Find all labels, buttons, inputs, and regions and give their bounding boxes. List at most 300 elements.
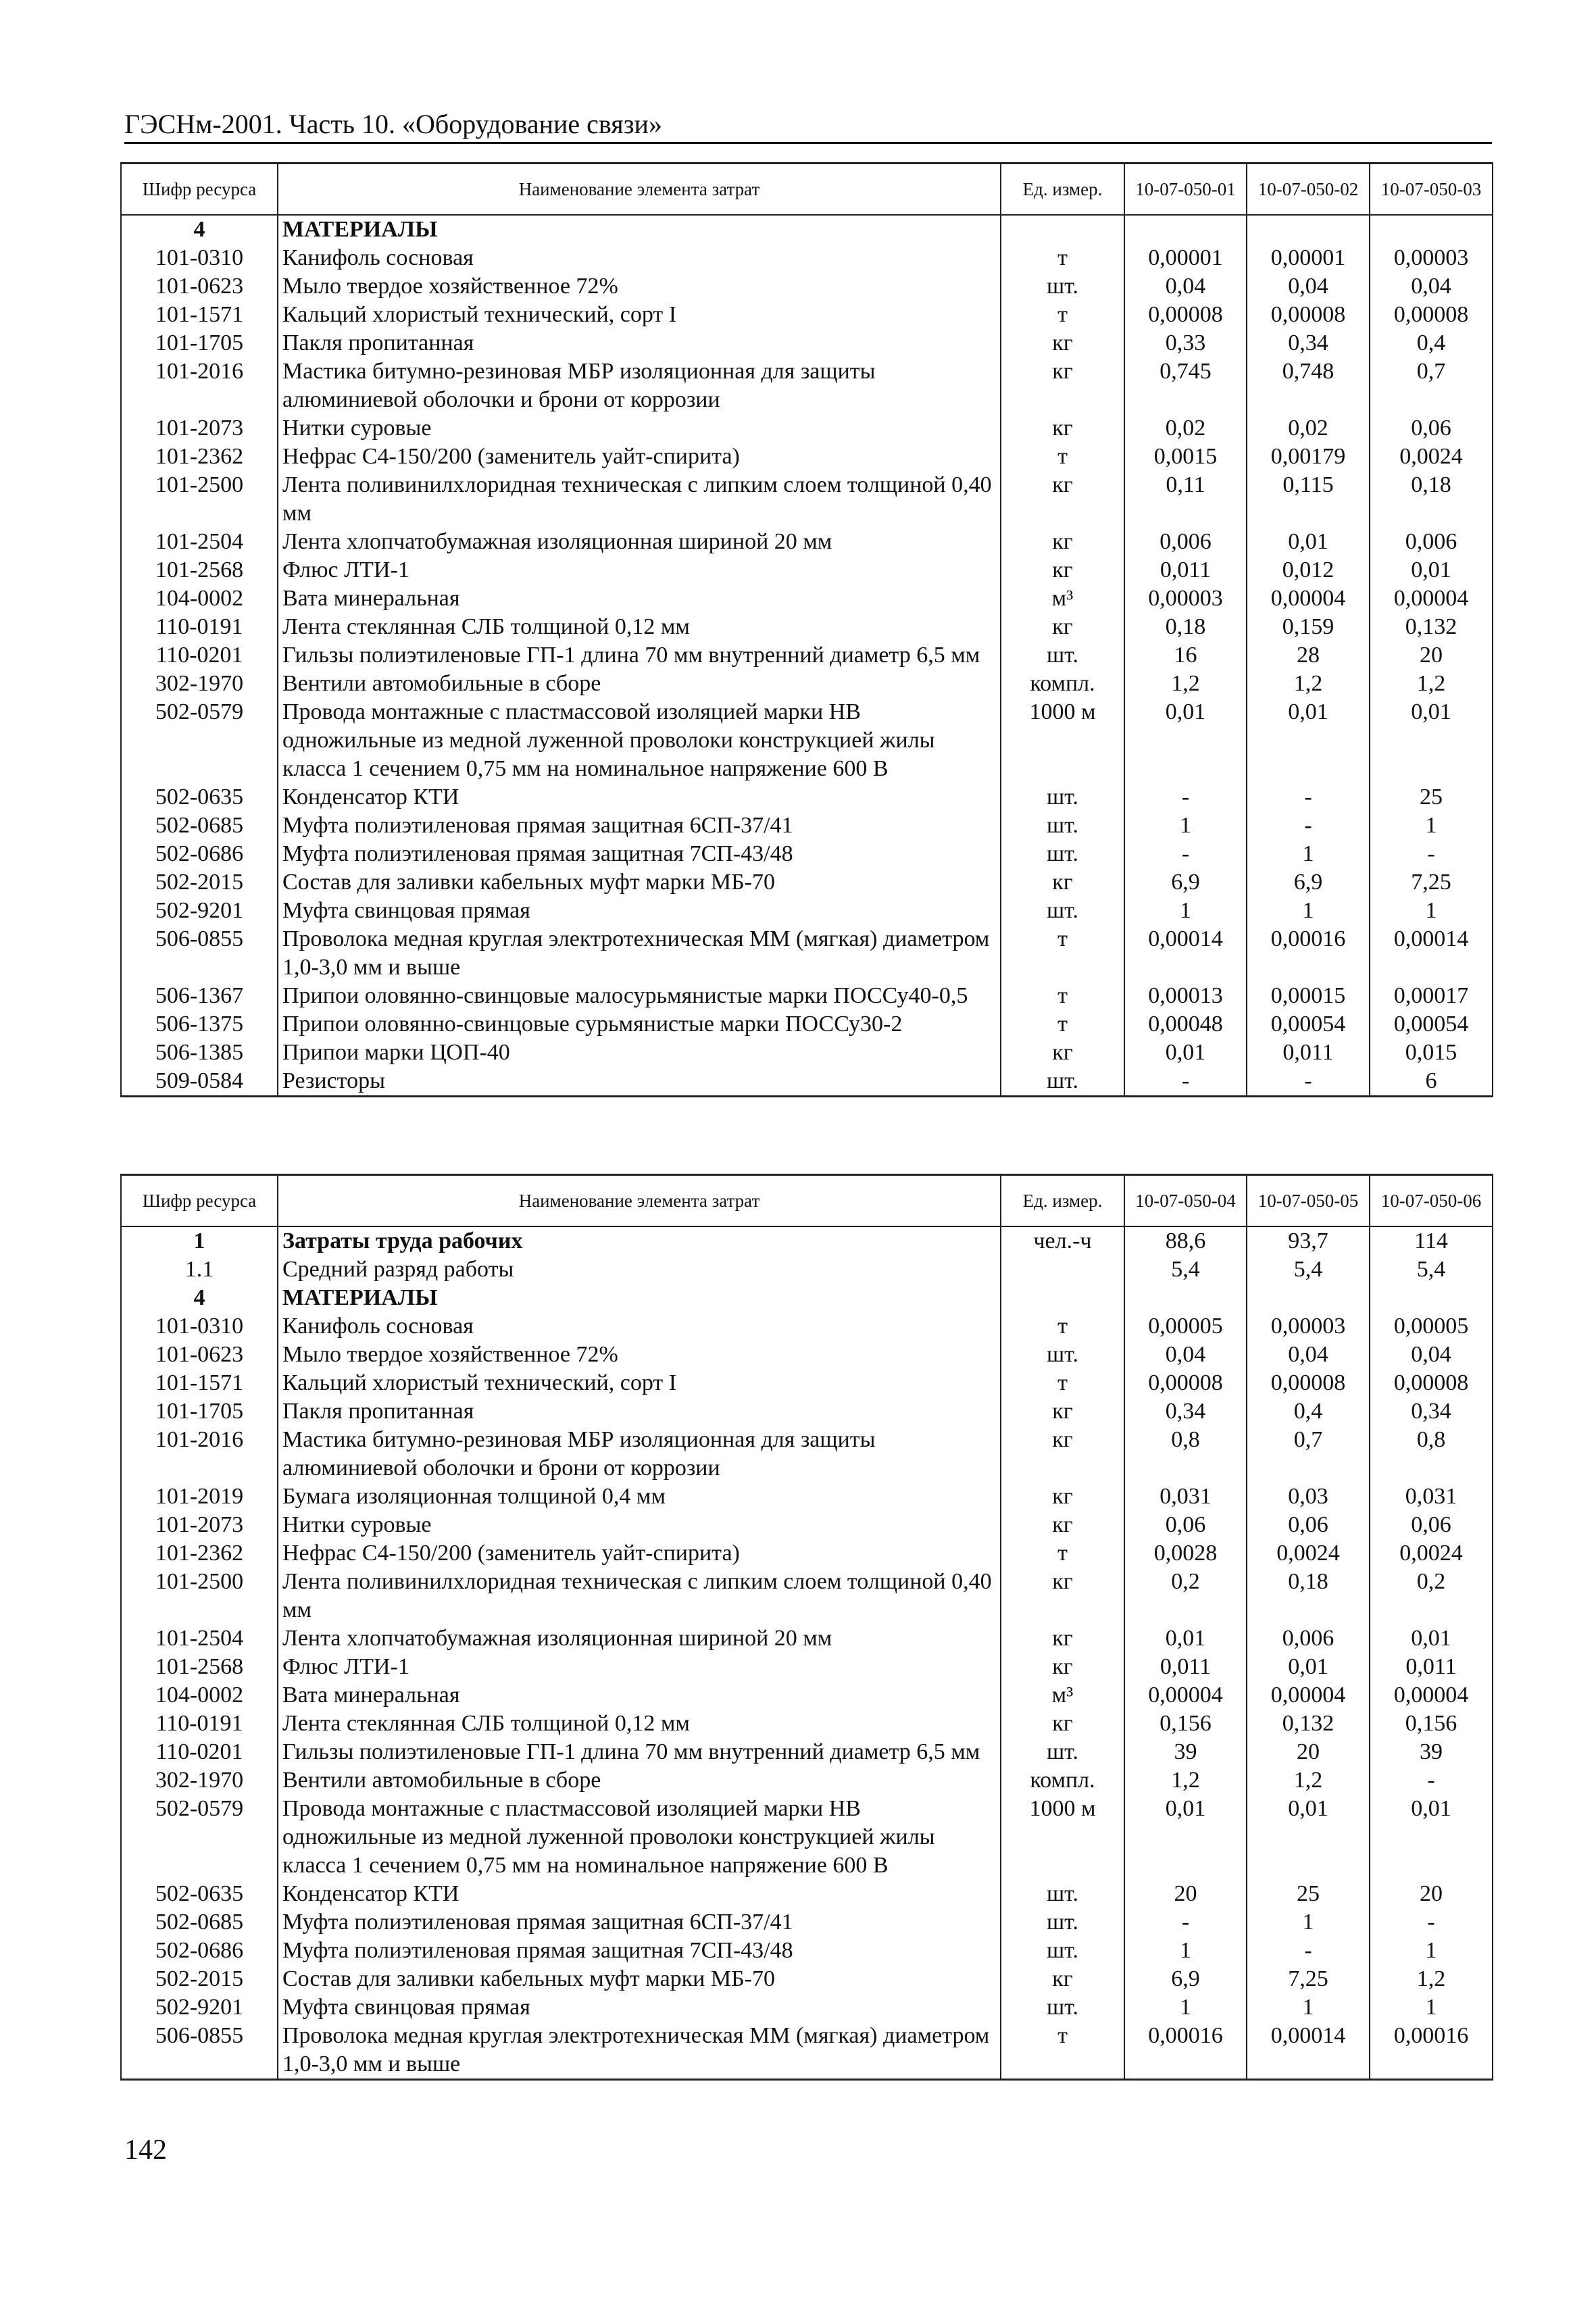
unit-cell: шт. (1001, 1067, 1124, 1097)
value-cell-3: 0,8 (1370, 1426, 1493, 1483)
value-cell-1: 5,4 (1124, 1255, 1247, 1284)
value-cell-3: 0,01 (1370, 556, 1493, 584)
resource-code-cell: 101-2016 (121, 1426, 278, 1483)
table-row (121, 897, 1493, 925)
table-row (121, 2022, 1493, 2080)
value-cell-1: 0,04 (1124, 272, 1247, 301)
unit-cell (1001, 1255, 1124, 1284)
value-cell-1: 1,2 (1124, 1766, 1247, 1795)
table-row (121, 556, 1493, 584)
resource-code-cell: 101-0623 (121, 272, 278, 301)
unit-cell: кг (1001, 868, 1124, 897)
table-row (121, 1426, 1493, 1483)
value-cell-2: 20 (1247, 1738, 1370, 1766)
resource-code-cell: 101-2016 (121, 357, 278, 414)
resource-code-cell: 101-1705 (121, 1397, 278, 1426)
value-cell-1: 0,011 (1124, 556, 1247, 584)
value-cell-1: 0,0015 (1124, 443, 1247, 471)
resource-code-cell: 101-2568 (121, 1653, 278, 1681)
value-cell-3: 0,2 (1370, 1568, 1493, 1624)
value-cell-2: 0,02 (1247, 414, 1370, 443)
resource-name-cell: Провода монтажные с пластмассовой изоляцией марки НВ одножильные из медной луженной проволоки конструкцией жилы класса 1 сечением 0,75 мм на номинальное напряжение 600 В (278, 698, 1001, 783)
unit-cell: т (1001, 1312, 1124, 1341)
resource-code-cell: 104-0002 (121, 1681, 278, 1710)
value-cell-3: 0,00008 (1370, 1369, 1493, 1397)
value-cell-1: 0,00001 (1124, 244, 1247, 272)
value-cell-2: 0,00004 (1247, 584, 1370, 613)
section-row (121, 215, 1493, 244)
resource-code-cell: 502-2015 (121, 868, 278, 897)
table-row (121, 301, 1493, 329)
resource-code-cell: 110-0201 (121, 1738, 278, 1766)
resource-code-cell: 502-0635 (121, 783, 278, 812)
value-cell-3: 0,06 (1370, 1511, 1493, 1539)
value-cell-1: - (1124, 783, 1247, 812)
col-header-unit: Ед. измер. (1001, 164, 1124, 216)
table-header-row (121, 164, 1493, 216)
value-cell-2: 6,9 (1247, 868, 1370, 897)
table-row (121, 812, 1493, 840)
unit-cell: кг (1001, 556, 1124, 584)
value-cell-3: 0,7 (1370, 357, 1493, 414)
table-row (121, 670, 1493, 698)
resource-name-cell: Нитки суровые (278, 414, 1001, 443)
value-cell-1: 0,00013 (1124, 982, 1247, 1010)
resource-name-cell: Припои марки ЦОП-40 (278, 1039, 1001, 1067)
value-cell-2: 0,132 (1247, 1710, 1370, 1738)
unit-cell: кг (1001, 1965, 1124, 1993)
table-row (121, 1255, 1493, 1284)
unit-cell: кг (1001, 1653, 1124, 1681)
value-cell-3: 0,01 (1370, 698, 1493, 783)
resource-name-cell: Проволока медная круглая электротехническая ММ (мягкая) диаметром 1,0-3,0 мм и выше (278, 2022, 1001, 2080)
unit-cell: шт. (1001, 1880, 1124, 1908)
resource-name-cell: Бумага изоляционная толщиной 0,4 мм (278, 1483, 1001, 1511)
table-row (121, 1795, 1493, 1880)
value-cell-3: 114 (1370, 1226, 1493, 1255)
unit-cell: кг (1001, 1397, 1124, 1426)
resource-name-cell: Резисторы (278, 1067, 1001, 1097)
value-cell-3 (1370, 1284, 1493, 1312)
resource-code-cell: 502-0579 (121, 698, 278, 783)
value-cell-3: 0,00004 (1370, 1681, 1493, 1710)
table-header-row (121, 1175, 1493, 1227)
value-cell-2: 0,00015 (1247, 982, 1370, 1010)
value-cell-3: 0,04 (1370, 1341, 1493, 1369)
value-cell-3 (1370, 215, 1493, 244)
table-row (121, 840, 1493, 868)
value-cell-2: 0,159 (1247, 613, 1370, 641)
value-cell-1: 0,00008 (1124, 301, 1247, 329)
col-header-code: Шифр ресурса (121, 1175, 278, 1227)
resource-code-cell: 302-1970 (121, 670, 278, 698)
col-header-c1: 10-07-050-04 (1124, 1175, 1247, 1227)
value-cell-3: 1,2 (1370, 1965, 1493, 1993)
resource-code-cell: 502-9201 (121, 897, 278, 925)
unit-cell: шт. (1001, 812, 1124, 840)
resource-code-cell: 101-2362 (121, 443, 278, 471)
resource-name-cell: Муфта свинцовая прямая (278, 897, 1001, 925)
resource-name-cell: МАТЕРИАЛЫ (278, 1284, 1001, 1312)
resource-code-cell: 506-1375 (121, 1010, 278, 1039)
unit-cell: 1000 м (1001, 698, 1124, 783)
unit-cell: шт. (1001, 840, 1124, 868)
resource-code-cell: 506-0855 (121, 925, 278, 982)
value-cell-3: 0,00008 (1370, 301, 1493, 329)
table-row (121, 1880, 1493, 1908)
resource-name-cell: МАТЕРИАЛЫ (278, 215, 1001, 244)
value-cell-1: 0,8 (1124, 1426, 1247, 1483)
table-row (121, 528, 1493, 556)
col-header-c1: 10-07-050-01 (1124, 164, 1247, 216)
unit-cell: м³ (1001, 584, 1124, 613)
value-cell-3: 1 (1370, 812, 1493, 840)
value-cell-1: 0,01 (1124, 698, 1247, 783)
resource-name-cell: Лента хлопчатобумажная изоляционная шириной 20 мм (278, 1624, 1001, 1653)
value-cell-1: 6,9 (1124, 868, 1247, 897)
resource-name-cell: Лента хлопчатобумажная изоляционная шириной 20 мм (278, 528, 1001, 556)
value-cell-2: 1,2 (1247, 670, 1370, 698)
value-cell-2: 0,4 (1247, 1397, 1370, 1426)
value-cell-3: 1 (1370, 1993, 1493, 2022)
table-row (121, 1067, 1493, 1097)
resource-name-cell: Лента поливинилхлоридная техническая с липким слоем толщиной 0,40 мм (278, 471, 1001, 528)
value-cell-2: 1 (1247, 1908, 1370, 1937)
resource-code-cell: 110-0191 (121, 613, 278, 641)
value-cell-2: 0,03 (1247, 1483, 1370, 1511)
col-header-c2: 10-07-050-02 (1247, 164, 1370, 216)
resource-code-cell: 1.1 (121, 1255, 278, 1284)
value-cell-3: 25 (1370, 783, 1493, 812)
table-row (121, 357, 1493, 414)
value-cell-1: 1,2 (1124, 670, 1247, 698)
unit-cell: шт. (1001, 641, 1124, 670)
value-cell-2 (1247, 1284, 1370, 1312)
table-row (121, 1766, 1493, 1795)
resource-code-cell: 506-0855 (121, 2022, 278, 2080)
resource-name-cell: Муфта свинцовая прямая (278, 1993, 1001, 2022)
resource-code-cell: 101-2504 (121, 528, 278, 556)
section-row (121, 1284, 1493, 1312)
value-cell-1: 1 (1124, 897, 1247, 925)
unit-cell (1001, 1284, 1124, 1312)
resource-code-cell: 101-2504 (121, 1624, 278, 1653)
col-header-unit: Ед. измер. (1001, 1175, 1124, 1227)
value-cell-3: 0,015 (1370, 1039, 1493, 1067)
unit-cell: т (1001, 925, 1124, 982)
resource-name-cell: Муфта полиэтиленовая прямая защитная 6СП-37/41 (278, 1908, 1001, 1937)
resource-name-cell: Вата минеральная (278, 1681, 1001, 1710)
resource-table-1 (120, 162, 1493, 1097)
unit-cell: т (1001, 1369, 1124, 1397)
table-row (121, 1341, 1493, 1369)
value-cell-1: 0,33 (1124, 329, 1247, 357)
value-cell-3: 0,00016 (1370, 2022, 1493, 2080)
unit-cell: шт. (1001, 1993, 1124, 2022)
resource-name-cell: Муфта полиэтиленовая прямая защитная 7СП-43/48 (278, 840, 1001, 868)
value-cell-2: 0,011 (1247, 1039, 1370, 1067)
resource-code-cell: 502-0685 (121, 812, 278, 840)
unit-cell: т (1001, 2022, 1124, 2080)
value-cell-2: 0,00008 (1247, 301, 1370, 329)
unit-cell: кг (1001, 357, 1124, 414)
value-cell-1: 39 (1124, 1738, 1247, 1766)
col-header-c3: 10-07-050-03 (1370, 164, 1493, 216)
value-cell-1: 1 (1124, 812, 1247, 840)
unit-cell: т (1001, 982, 1124, 1010)
value-cell-1: 1 (1124, 1937, 1247, 1965)
value-cell-1: 0,0028 (1124, 1539, 1247, 1568)
value-cell-2: 1 (1247, 840, 1370, 868)
table-row (121, 1226, 1493, 1255)
unit-cell: кг (1001, 528, 1124, 556)
unit-cell: кг (1001, 414, 1124, 443)
resource-code-cell: 101-1571 (121, 1369, 278, 1397)
table-row (121, 244, 1493, 272)
resource-name-cell: Гильзы полиэтиленовые ГП-1 длина 70 мм внутренний диаметр 6,5 мм (278, 1738, 1001, 1766)
resource-code-cell: 110-0201 (121, 641, 278, 670)
unit-cell: т (1001, 1010, 1124, 1039)
value-cell-3: 6 (1370, 1067, 1493, 1097)
table-row (121, 1624, 1493, 1653)
value-cell-2: 0,01 (1247, 1653, 1370, 1681)
value-cell-3: 0,4 (1370, 329, 1493, 357)
value-cell-1: 0,18 (1124, 613, 1247, 641)
resource-code-cell: 4 (121, 215, 278, 244)
value-cell-2: 0,006 (1247, 1624, 1370, 1653)
value-cell-2: 0,00016 (1247, 925, 1370, 982)
resource-name-cell: Мастика битумно-резиновая МБР изоляционная для защиты алюминиевой оболочки и брони от коррозии (278, 1426, 1001, 1483)
value-cell-3: 0,00003 (1370, 244, 1493, 272)
resource-code-cell: 506-1367 (121, 982, 278, 1010)
table-body-2 (121, 1226, 1493, 2080)
value-cell-3: - (1370, 1908, 1493, 1937)
col-header-c2: 10-07-050-05 (1247, 1175, 1370, 1227)
unit-cell: кг (1001, 1039, 1124, 1067)
value-cell-2: 0,00004 (1247, 1681, 1370, 1710)
document-title: ГЭСНм-2001. Часть 10. «Оборудование связи» (124, 109, 662, 139)
value-cell-3: 0,00054 (1370, 1010, 1493, 1039)
table-row (121, 584, 1493, 613)
table-row (121, 1653, 1493, 1681)
table-row (121, 443, 1493, 471)
resource-name-cell: Лента стеклянная СЛБ толщиной 0,12 мм (278, 1710, 1001, 1738)
resource-code-cell: 4 (121, 1284, 278, 1312)
value-cell-2: 0,00003 (1247, 1312, 1370, 1341)
resource-code-cell: 1 (121, 1226, 278, 1255)
value-cell-2: 0,7 (1247, 1426, 1370, 1483)
value-cell-2: 1 (1247, 1993, 1370, 2022)
resource-code-cell: 101-2019 (121, 1483, 278, 1511)
value-cell-1: 0,00016 (1124, 2022, 1247, 2080)
resource-name-cell: Канифоль сосновая (278, 244, 1001, 272)
resource-code-cell: 101-2500 (121, 1568, 278, 1624)
table-row (121, 783, 1493, 812)
value-cell-1: 0,00014 (1124, 925, 1247, 982)
resource-name-cell: Нефрас С4-150/200 (заменитель уайт-спирита) (278, 1539, 1001, 1568)
value-cell-1: - (1124, 1067, 1247, 1097)
table-row (121, 1710, 1493, 1738)
value-cell-3: 0,00017 (1370, 982, 1493, 1010)
resource-name-cell: Лента поливинилхлоридная техническая с липким слоем толщиной 0,40 мм (278, 1568, 1001, 1624)
table-row (121, 925, 1493, 982)
resource-name-cell: Провода монтажные с пластмассовой изоляцией марки НВ одножильные из медной луженной проволоки конструкцией жилы класса 1 сечением 0,75 мм на номинальное напряжение 600 В (278, 1795, 1001, 1880)
table-row (121, 1937, 1493, 1965)
resource-code-cell: 509-0584 (121, 1067, 278, 1097)
resource-code-cell: 101-1705 (121, 329, 278, 357)
value-cell-1: - (1124, 1908, 1247, 1937)
value-cell-2: 0,01 (1247, 528, 1370, 556)
resource-code-cell: 502-9201 (121, 1993, 278, 2022)
value-cell-3: 0,06 (1370, 414, 1493, 443)
value-cell-2: 0,01 (1247, 1795, 1370, 1880)
value-cell-3: 0,01 (1370, 1795, 1493, 1880)
table-row (121, 1511, 1493, 1539)
resource-name-cell: Конденсатор КТИ (278, 783, 1001, 812)
resource-code-cell: 101-0310 (121, 1312, 278, 1341)
table-row (121, 1568, 1493, 1624)
unit-cell: т (1001, 301, 1124, 329)
table-row (121, 1993, 1493, 2022)
unit-cell: шт. (1001, 1937, 1124, 1965)
value-cell-1: 0,156 (1124, 1710, 1247, 1738)
value-cell-2: 93,7 (1247, 1226, 1370, 1255)
table-row (121, 1738, 1493, 1766)
value-cell-2: - (1247, 1937, 1370, 1965)
unit-cell (1001, 215, 1124, 244)
table-row (121, 641, 1493, 670)
unit-cell: кг (1001, 1483, 1124, 1511)
resource-name-cell: Припои оловянно-свинцовые малосурьмянистые марки ПОССу40-0,5 (278, 982, 1001, 1010)
resource-name-cell: Флюс ЛТИ-1 (278, 1653, 1001, 1681)
value-cell-2: 0,04 (1247, 1341, 1370, 1369)
resource-name-cell: Состав для заливки кабельных муфт марки МБ-70 (278, 868, 1001, 897)
value-cell-2: 0,00014 (1247, 2022, 1370, 2080)
value-cell-2: 0,012 (1247, 556, 1370, 584)
unit-cell: шт. (1001, 1738, 1124, 1766)
resource-name-cell: Канифоль сосновая (278, 1312, 1001, 1341)
value-cell-2: 0,00054 (1247, 1010, 1370, 1039)
value-cell-1: 0,745 (1124, 357, 1247, 414)
value-cell-1: 20 (1124, 1880, 1247, 1908)
col-header-c3: 10-07-050-06 (1370, 1175, 1493, 1227)
resource-code-cell: 104-0002 (121, 584, 278, 613)
value-cell-3: - (1370, 1766, 1493, 1795)
value-cell-3: 0,00004 (1370, 584, 1493, 613)
table-row (121, 1908, 1493, 1937)
value-cell-1: 0,006 (1124, 528, 1247, 556)
value-cell-1: 0,00005 (1124, 1312, 1247, 1341)
value-cell-1: 0,031 (1124, 1483, 1247, 1511)
value-cell-1 (1124, 215, 1247, 244)
unit-cell: шт. (1001, 272, 1124, 301)
value-cell-1: 0,00048 (1124, 1010, 1247, 1039)
value-cell-2: 0,115 (1247, 471, 1370, 528)
unit-cell: кг (1001, 1426, 1124, 1483)
value-cell-3: 1,2 (1370, 670, 1493, 698)
resource-name-cell: Вентили автомобильные в сборе (278, 670, 1001, 698)
value-cell-2: - (1247, 783, 1370, 812)
unit-cell: кг (1001, 471, 1124, 528)
value-cell-2: 1,2 (1247, 1766, 1370, 1795)
table-row (121, 1312, 1493, 1341)
table-row (121, 329, 1493, 357)
resource-name-cell: Флюс ЛТИ-1 (278, 556, 1001, 584)
table-row (121, 1039, 1493, 1067)
value-cell-3: 39 (1370, 1738, 1493, 1766)
unit-cell: т (1001, 1539, 1124, 1568)
value-cell-1: 0,01 (1124, 1039, 1247, 1067)
resource-name-cell: Лента стеклянная СЛБ толщиной 0,12 мм (278, 613, 1001, 641)
value-cell-1: - (1124, 840, 1247, 868)
resource-name-cell: Припои оловянно-свинцовые сурьмянистые марки ПОССу30-2 (278, 1010, 1001, 1039)
value-cell-2: 28 (1247, 641, 1370, 670)
resource-name-cell: Пакля пропитанная (278, 1397, 1001, 1426)
value-cell-1: 0,04 (1124, 1341, 1247, 1369)
value-cell-2: 0,34 (1247, 329, 1370, 357)
unit-cell: чел.-ч (1001, 1226, 1124, 1255)
unit-cell: кг (1001, 329, 1124, 357)
value-cell-1: 0,01 (1124, 1795, 1247, 1880)
table-row (121, 613, 1493, 641)
table-row (121, 982, 1493, 1010)
table-row (121, 272, 1493, 301)
resource-code-cell: 502-0685 (121, 1908, 278, 1937)
table-row (121, 1397, 1493, 1426)
value-cell-3: 0,011 (1370, 1653, 1493, 1681)
unit-cell: шт. (1001, 1908, 1124, 1937)
table-row (121, 471, 1493, 528)
resource-name-cell: Мастика битумно-резиновая МБР изоляционная для защиты алюминиевой оболочки и брони от коррозии (278, 357, 1001, 414)
value-cell-2: 0,18 (1247, 1568, 1370, 1624)
resource-code-cell: 502-0635 (121, 1880, 278, 1908)
unit-cell: кг (1001, 613, 1124, 641)
resource-name-cell: Проволока медная круглая электротехническая ММ (мягкая) диаметром 1,0-3,0 мм и выше (278, 925, 1001, 982)
value-cell-1: 0,06 (1124, 1511, 1247, 1539)
resource-code-cell: 101-2362 (121, 1539, 278, 1568)
resource-code-cell: 101-0310 (121, 244, 278, 272)
col-header-name: Наименование элемента затрат (278, 164, 1001, 216)
resource-code-cell: 502-2015 (121, 1965, 278, 1993)
value-cell-1: 0,34 (1124, 1397, 1247, 1426)
value-cell-2: 5,4 (1247, 1255, 1370, 1284)
value-cell-1: 88,6 (1124, 1226, 1247, 1255)
resource-table-2 (120, 1174, 1493, 2081)
resource-name-cell: Состав для заливки кабельных муфт марки МБ-70 (278, 1965, 1001, 1993)
table-row (121, 1369, 1493, 1397)
value-cell-2: 7,25 (1247, 1965, 1370, 1993)
unit-cell: кг (1001, 1710, 1124, 1738)
resource-code-cell: 502-0579 (121, 1795, 278, 1880)
unit-cell: компл. (1001, 670, 1124, 698)
resource-code-cell: 110-0191 (121, 1710, 278, 1738)
value-cell-3: 0,34 (1370, 1397, 1493, 1426)
table-row (121, 1681, 1493, 1710)
resource-name-cell: Кальций хлористый технический, сорт I (278, 301, 1001, 329)
resource-name-cell: Нитки суровые (278, 1511, 1001, 1539)
unit-cell: кг (1001, 1511, 1124, 1539)
resource-code-cell: 101-2500 (121, 471, 278, 528)
value-cell-3: 1 (1370, 1937, 1493, 1965)
resource-code-cell: 101-2568 (121, 556, 278, 584)
unit-cell: м³ (1001, 1681, 1124, 1710)
value-cell-3: 20 (1370, 641, 1493, 670)
value-cell-2: 0,748 (1247, 357, 1370, 414)
resource-code-cell: 506-1385 (121, 1039, 278, 1067)
value-cell-3: 0,0024 (1370, 443, 1493, 471)
value-cell-3: 0,031 (1370, 1483, 1493, 1511)
value-cell-2: 1 (1247, 897, 1370, 925)
